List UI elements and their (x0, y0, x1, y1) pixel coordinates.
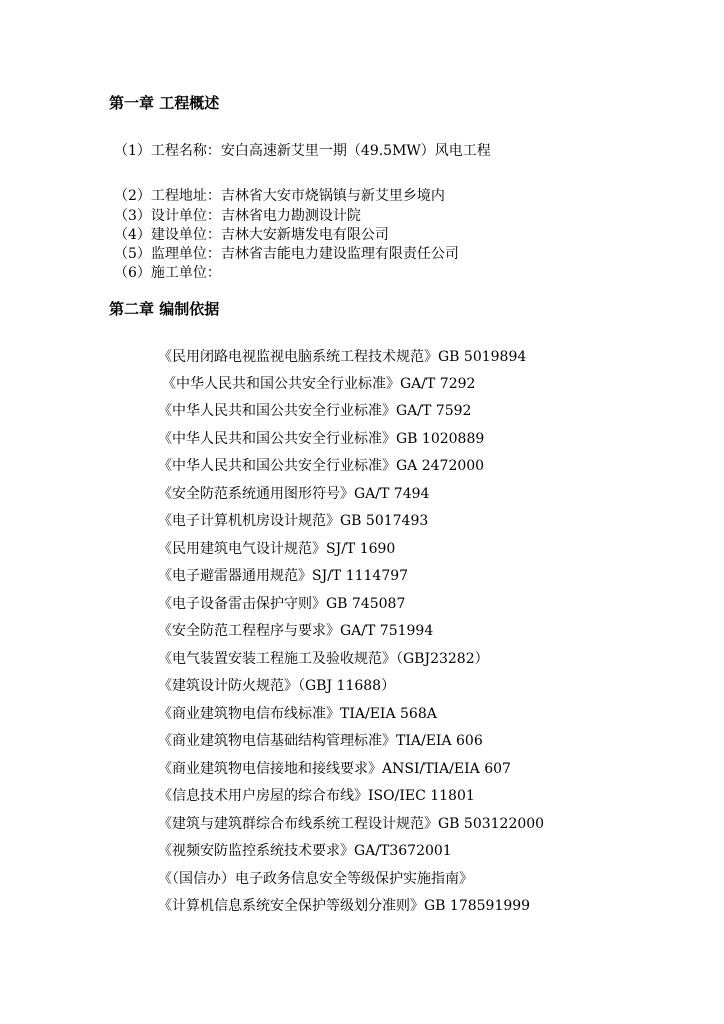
reference-item: 《中华人民共和国公共安全行业标准》GA/T 7592 (158, 403, 472, 419)
reference-item: 《电气装置安装工程施工及验收规范》（GBJ23282） (158, 651, 489, 667)
reference-item: 《安全防范工程程序与要求》GA/T 751994 (158, 623, 434, 639)
reference-item: 《商业建筑物电信基础结构管理标准》TIA/EIA 606 (158, 733, 483, 749)
reference-item: 《中华人民共和国公共安全行业标准》GA 2472000 (158, 458, 485, 474)
reference-item: 《电子避雷器通用规范》SJ/T 1114797 (158, 568, 409, 584)
reference-item: 《民用建筑电气设计规范》SJ/T 1690 (158, 541, 396, 557)
project-info-line: （3）设计单位：吉林省电力勘测设计院 (114, 208, 361, 224)
reference-item: 《商业建筑物电信接地和接线要求》ANSI/TIA/EIA 607 (158, 761, 511, 777)
reference-item: 《中华人民共和国公共安全行业标准》GB 1020889 (158, 431, 485, 447)
reference-item: 《（国信办）电子政务信息安全等级保护实施指南》 (158, 871, 473, 887)
chapter1-heading: 第一章 工程概述 (109, 94, 220, 112)
reference-item: 《建筑设计防火规范》（GBJ 11688） (158, 678, 396, 694)
reference-item: 《电子计算机机房设计规范》GB 5017493 (158, 513, 429, 529)
project-name-line: （1）工程名称：安白高速新艾里一期（49.5MW）风电工程 (114, 143, 491, 159)
reference-item: 《建筑与建筑群综合布线系统工程设计规范》GB 503122000 (158, 816, 545, 832)
chapter2-heading: 第二章 编制依据 (109, 300, 220, 318)
project-info-line: （6）施工单位： (114, 265, 221, 281)
reference-item: 《商业建筑物电信布线标准》TIA/EIA 568A (158, 706, 437, 722)
reference-item: 《信息技术用户房屋的综合布线》ISO/IEC 11801 (158, 788, 475, 804)
project-info-line: （5）监理单位：吉林省吉能电力建设监理有限责任公司 (114, 246, 459, 262)
reference-item: 《安全防范系统通用图形符号》GA/T 7494 (158, 486, 430, 502)
reference-item: 《视频安防监控系统技术要求》GA/T3672001 (158, 843, 452, 859)
reference-item: 《中华人民共和国公共安全行业标准》GA/T 7292 (162, 376, 476, 392)
project-info-line: （2）工程地址：吉林省大安市烧锅镇与新艾里乡境内 (114, 188, 445, 204)
reference-item: 《电子设备雷击保护守则》GB 745087 (158, 596, 406, 612)
reference-item: 《计算机信息系统安全保护等级划分准则》GB 178591999 (158, 898, 531, 914)
reference-item: 《民用闭路电视监视电脑系统工程技术规范》GB 5019894 (158, 349, 527, 365)
project-info-line: （4）建设单位：吉林大安新塘发电有限公司 (114, 227, 389, 243)
